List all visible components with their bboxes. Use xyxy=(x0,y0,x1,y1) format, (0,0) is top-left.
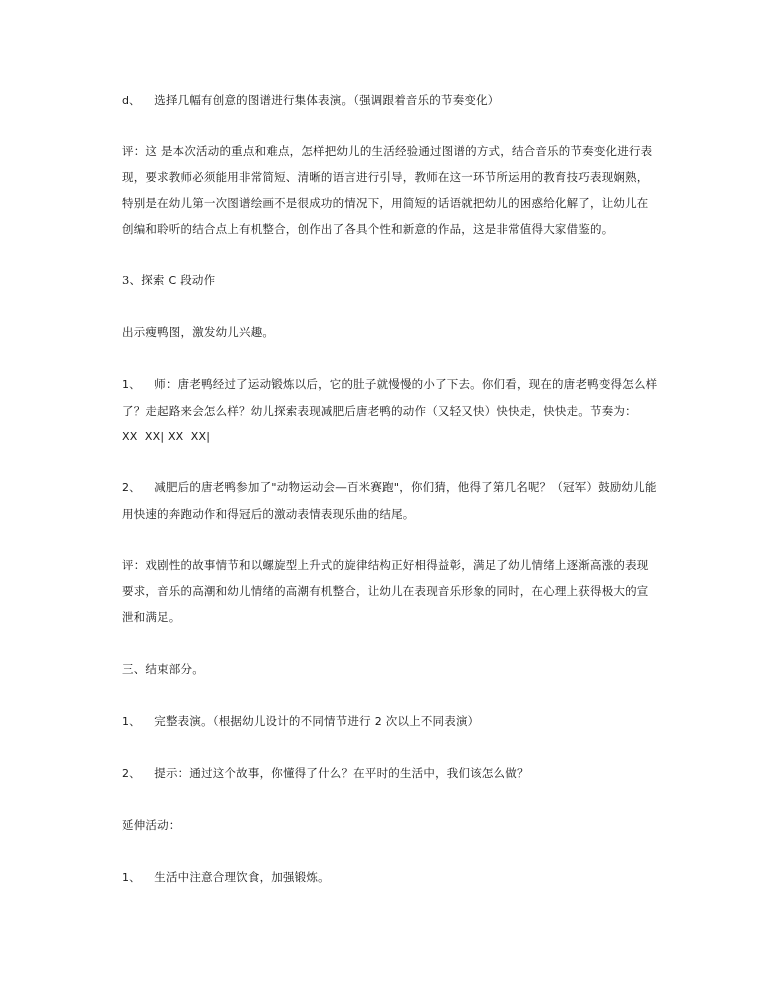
step-1 xyxy=(122,371,658,450)
end-2-text: 提示：通过这个故事，你懂得了什么？在平时的生活中，我们该怎么做？ xyxy=(154,766,529,780)
step-1-label: 1、 xyxy=(122,378,141,391)
end-1-number: 2 xyxy=(374,715,382,728)
step-2 xyxy=(122,474,657,527)
rhythm-notation: XX XX| XX XX| xyxy=(122,430,211,443)
end-1-prefix: 完整表演。（根据幼儿设计的不同情节进行 xyxy=(154,714,371,728)
step-1-line: 了？走起路来会怎么样？幼儿探索表现减肥后唐老鸭的动作（又轻又快）快快走，快快走。节奏为： xyxy=(122,404,637,418)
step-1-line: 师：唐老鸭经过了运动锻炼以后，它的肚子就慢慢的小了下去。你们看，现在的唐老鸭变得怎么样 xyxy=(154,377,658,391)
end-1-suffix: 次以上不同表演） xyxy=(385,714,480,728)
comment-1 xyxy=(122,138,652,242)
section-3-letter: C xyxy=(168,274,177,287)
end-2 xyxy=(122,760,652,787)
comment-1-line: 特别是在幼儿第一次图谱绘画不是很成功的情况下，用简短的话语就把幼儿的困惑给化解了，让幼儿在 xyxy=(122,196,649,210)
item-d xyxy=(122,87,652,114)
end-1-label: 1、 xyxy=(122,715,141,728)
comment-1-line: 创编和聆听的结合点上有机整合，创作出了各具个性和新意的作品，这是非常值得大家借鉴的。 xyxy=(122,222,614,236)
ext-1-label: 1、 xyxy=(122,871,141,884)
ext-1-text: 生活中注意合理饮食，加强锻炼。 xyxy=(154,870,330,884)
comment-2 xyxy=(122,552,652,630)
section-3-heading xyxy=(122,267,652,294)
section-end-heading: 三、结束部分。 xyxy=(122,662,204,676)
extension-heading: 延伸活动： xyxy=(122,818,181,832)
ext-1 xyxy=(122,864,652,891)
comment-1-line: 现，要求教师必须能用非常简短、清晰的语言进行引导，教师在这一环节所运用的教育技巧表现娴熟， xyxy=(122,170,649,184)
step-2-line: 减肥后的唐老鸭参加了"动物运动会—百米赛跑"，你们猜，他得了第几名呢？（冠军）鼓励幼儿能 xyxy=(154,480,657,494)
step-2-label: 2、 xyxy=(122,481,141,494)
comment-1-line: 评：这 是本次活动的重点和难点，怎样把幼儿的生活经验通过图谱的方式，结合音乐的节奏变化进行表 xyxy=(122,144,653,158)
comment-2-line: 泄和满足。 xyxy=(122,610,181,624)
show-picture-text: 出示瘦鸭图，激发幼儿兴趣。 xyxy=(122,325,275,339)
end-1 xyxy=(122,708,652,735)
comment-2-line: 要求，音乐的高潮和幼儿情绪的高潮有机整合，让幼儿在表现音乐形象的同时，在心理上获得极大的宣 xyxy=(122,584,649,598)
step-2-line: 用快速的奔跑动作和得冠后的激动表情表现乐曲的结尾。 xyxy=(122,507,415,521)
end-2-label: 2、 xyxy=(122,767,141,780)
item-d-label: d、 xyxy=(122,94,141,107)
section-3-prefix: 3、探索 xyxy=(122,273,165,287)
section-3-suffix: 段动作 xyxy=(180,273,216,287)
item-d-text: 选择几幅有创意的图谱进行集体表演。（强调跟着音乐的节奏变化） xyxy=(154,93,500,107)
comment-2-line: 评：戏剧性的故事情节和以螺旋型上升式的旋律结构正好相得益彰，满足了幼儿情绪上逐渐高涨的表现 xyxy=(122,558,649,572)
